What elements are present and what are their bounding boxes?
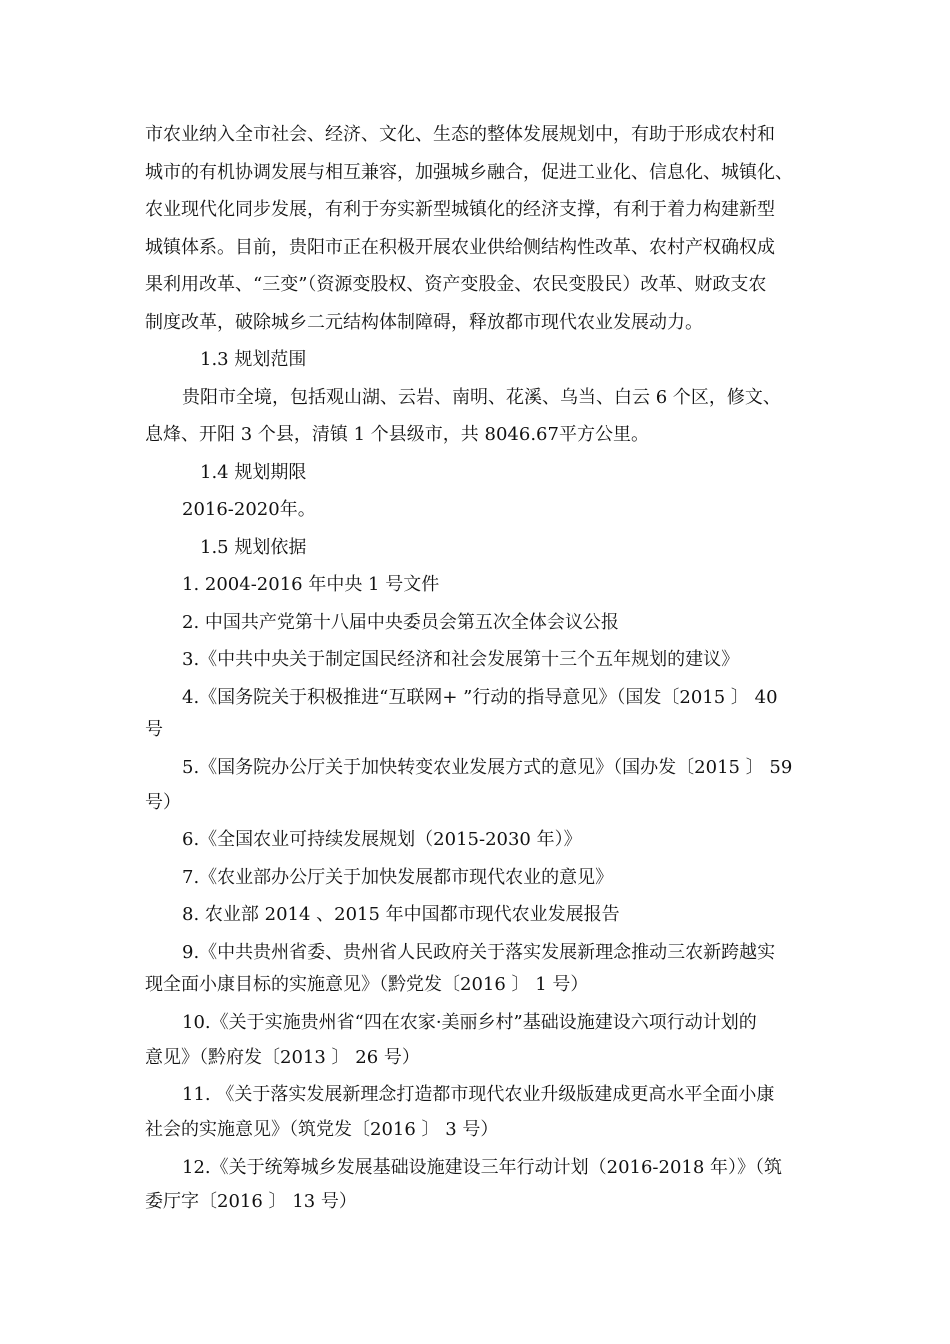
list-item-continuation: 委厅字〔2016 〕 13 号） [145, 1191, 357, 1212]
section-heading: 1.3 规划范围 [200, 349, 307, 370]
list-item-continuation: 现全面小康目标的实施意见》（黔党发〔2016 〕 1 号） [145, 974, 589, 995]
paragraph-line: 2016-2020年。 [182, 499, 316, 520]
list-item: 12.《关于统筹城乡发展基础设施建设三年行动计划（2016-2018 年）》（筑 [182, 1157, 783, 1178]
list-item: 6.《全国农业可持续发展规划（2015-2030 年）》 [182, 829, 582, 850]
paragraph-line: 城镇体系。目前，贵阳市正在积极开展农业供给侧结构性改革、农村产权确权成 [145, 237, 775, 258]
list-item: 8. 农业部 2014 、2015 年中国都市现代农业发展报告 [182, 904, 620, 925]
list-item-continuation: 号 [145, 719, 163, 740]
paragraph-line: 市农业纳入全市社会、经济、文化、生态的整体发展规划中，有助于形成农村和 [145, 124, 775, 145]
list-item: 4.《国务院关于积极推进“互联网+ ”行动的指导意见》（国发〔2015 〕 40 [182, 687, 778, 708]
list-item-continuation: 社会的实施意见》（筑党发〔2016 〕 3 号） [145, 1119, 499, 1140]
list-item: 5.《国务院办公厅关于加快转变农业发展方式的意见》（国办发〔2015 〕 59 [182, 757, 793, 778]
paragraph-line: 农业现代化同步发展，有利于夯实新型城镇化的经济支撑，有利于着力构建新型 [145, 199, 775, 220]
list-item: 2. 中国共产党第十八届中央委员会第五次全体会议公报 [182, 612, 619, 633]
list-item-continuation: 号） [145, 792, 181, 813]
list-item: 11. 《关于落实发展新理念打造都市现代农业升级版建成更高水平全面小康 [182, 1084, 775, 1105]
paragraph-line: 息烽、开阳 3 个县，清镇 1 个县级市，共 8046.67平方公里。 [145, 424, 649, 445]
list-item: 1. 2004-2016 年中央 1 号文件 [182, 574, 440, 595]
list-item-continuation: 意见》（黔府发〔2013 〕 26 号） [145, 1047, 420, 1068]
paragraph-line: 制度改革，破除城乡二元结构体制障碍，释放都市现代农业发展动力。 [145, 312, 703, 333]
section-heading: 1.5 规划依据 [200, 537, 307, 558]
paragraph-line: 贵阳市全境，包括观山湖、云岩、南明、花溪、乌当、白云 6 个区，修文、 [182, 387, 781, 408]
list-item: 7.《农业部办公厅关于加快发展都市现代农业的意见》 [182, 867, 614, 888]
list-item: 3.《中共中央关于制定国民经济和社会发展第十三个五年规划的建议》 [182, 649, 740, 670]
list-item: 9.《中共贵州省委、贵州省人民政府关于落实发展新理念推动三农新跨越实 [182, 942, 776, 963]
section-heading: 1.4 规划期限 [200, 462, 307, 483]
paragraph-line: 果利用改革、“三变”（资源变股权、资产变股金、农民变股民）改革、财政支农 [145, 274, 767, 295]
list-item: 10.《关于实施贵州省“四在农家·美丽乡村”基础设施建设六项行动计划的 [182, 1012, 757, 1033]
paragraph-line: 城市的有机协调发展与相互兼容，加强城乡融合，促进工业化、信息化、城镇化、 [145, 162, 793, 183]
